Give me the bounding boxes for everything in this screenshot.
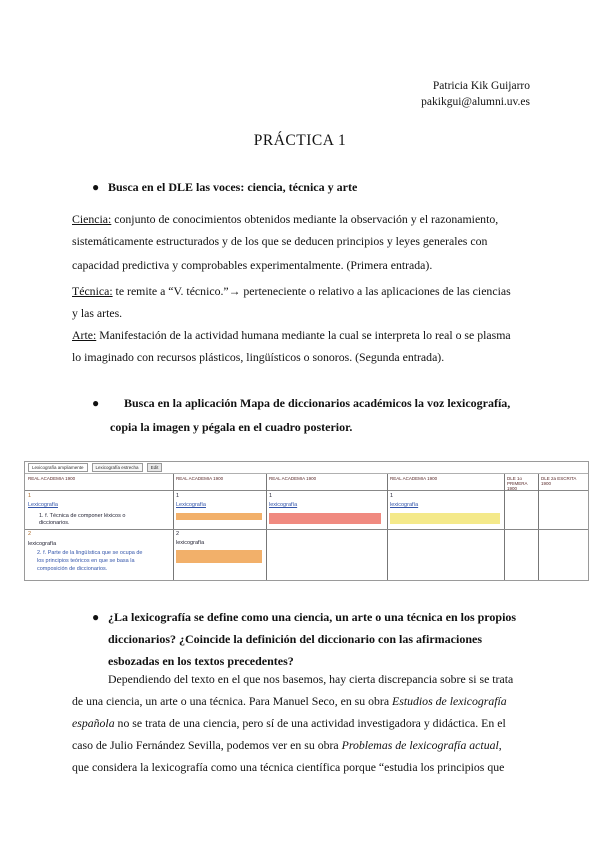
definition-ciencia [72, 208, 528, 276]
entry-number: 1 [176, 493, 180, 499]
answer-line: Dependiendo del texto en el que nos basemos, hay cierta discrepancia sobre si se trata [108, 672, 514, 686]
screenshot-tab: Edit [147, 463, 163, 472]
entry-definition: diccionarios. [39, 520, 70, 526]
entry-number: 2 [28, 531, 32, 537]
entry-word: lexicografía [28, 541, 57, 547]
tecnica-line: y las artes. [72, 306, 123, 320]
section2-heading-line: copia la imagen y pégala en el cuadro posterior. [110, 420, 353, 434]
screenshot-tab: Lexicografía ampliamente [28, 463, 88, 472]
highlighted-definition [269, 513, 381, 524]
entry-word: Lexicografía [176, 502, 206, 508]
dictionary-map-screenshot [24, 461, 589, 581]
author-name: Patricia Kik Guijarro [432, 80, 530, 92]
highlighted-definition [176, 513, 262, 520]
column-header: REAL ACADEMIA 1900 [176, 476, 224, 481]
tecnica-line: te remite a “V. técnico.”→ perteneciente o relativo a las aplicaciones de las ciencias [112, 284, 511, 298]
section3-question [92, 606, 538, 672]
arte-line: lo imaginado con recursos plásticos, lingüísticos o sonoros. (Segunda entrada). [72, 350, 445, 364]
column-header: REAL ACADEMIA 1900 [269, 476, 317, 481]
entry-word: lexicografía [176, 540, 205, 546]
author-email: pakikgui@alumni.uv.es [421, 96, 530, 108]
section1-heading [92, 177, 358, 198]
arte-line: Manifestación de la actividad humana mediante la cual se interpreta lo real o se plasma [96, 328, 511, 342]
entry-word: lexicografía [269, 502, 298, 508]
answer-text: caso de Julio Fernández Sevilla, podemos ver en su obra [72, 738, 342, 752]
book-title: Problemas de lexicografía actual [341, 738, 499, 752]
answer-line [72, 734, 534, 756]
question-line: esbozadas en los textos precedentes? [108, 654, 294, 668]
screenshot-row-divider [25, 529, 588, 530]
screenshot-tab: Lexicografía estrecha [92, 463, 143, 472]
entry-word: lexicografía [390, 502, 419, 508]
section2-heading [92, 393, 511, 438]
page-title: PRÁCTICA 1 [253, 132, 347, 149]
entry-word: Lexicografía [28, 502, 58, 508]
entry-number: 1 [28, 493, 32, 499]
screenshot-tabs [25, 462, 588, 474]
answer-text: , [498, 738, 502, 752]
entry-number: 1 [390, 493, 394, 499]
column-divider [266, 474, 267, 580]
question-line: ¿La lexicografía se define como una ciencia, un arte o una técnica en los propios [108, 610, 517, 624]
question-line: diccionarios? ¿Coincide la definición del diccionario con las afirmaciones [108, 632, 482, 646]
bullet-icon: ● [92, 396, 100, 410]
tecnica-label: Técnica: [72, 284, 113, 298]
answer-text: no se trata de una ciencia, pero sí de una actividad investigadora y didáctica. En el [114, 716, 506, 730]
ciencia-label: Ciencia: [72, 212, 112, 226]
arte-label: Arte: [72, 328, 97, 342]
column-divider [538, 474, 539, 580]
author-block [421, 78, 530, 110]
bullet-icon: ● [92, 610, 100, 624]
ciencia-line: sistemáticamente estructurados y de los que se deducen principios y leyes generales con [72, 234, 488, 248]
answer-paragraph [72, 668, 534, 778]
bullet-icon: ● [92, 180, 100, 194]
column-divider [504, 474, 505, 580]
entry-number: 2 [176, 531, 180, 537]
entry-definition: composición de diccionarios. [37, 566, 108, 572]
ciencia-line: capacidad predictiva y comprobables experimentalmente. (Primera entrada). [72, 258, 433, 272]
ciencia-line: conjunto de conocimientos obtenidos mediante la observación y el razonamiento, [111, 212, 499, 226]
entry-number: 1 [269, 493, 273, 499]
answer-line [72, 712, 534, 734]
entry-definition: 1. f. Técnica de componer léxicos o [39, 513, 126, 519]
book-title: española [72, 716, 115, 730]
column-header: DLE 1o PRIMERA 1900 [507, 476, 528, 491]
highlighted-definition [176, 550, 262, 563]
highlighted-definition [390, 513, 500, 524]
definition-tecnica [72, 280, 528, 324]
column-header: DLE 2a ESCRITA 1900 [541, 476, 577, 486]
entry-definition: los principios teóricos en que se basa la [37, 558, 135, 564]
column-divider [173, 474, 174, 580]
entry-definition: 2. f. Parte de la lingüística que se ocupa de [37, 550, 143, 556]
section1-heading-text: Busca en el DLE las voces: ciencia, técnica y arte [108, 180, 358, 194]
section2-heading-line: Busca en la aplicación Mapa de diccionarios académicos la voz lexicografía, [124, 396, 511, 410]
book-title: Estudios de lexicografía [392, 694, 507, 708]
column-divider [387, 474, 388, 580]
column-header: REAL ACADEMIA 1900 [28, 476, 76, 481]
answer-text: de una ciencia, un arte o una técnica. Para Manuel Seco, en su obra [72, 694, 393, 708]
definition-arte [72, 324, 528, 368]
answer-line [72, 690, 534, 712]
answer-line: que considera la lexicografía como una técnica científica porque “estudia los principios que [72, 760, 505, 774]
column-header: REAL ACADEMIA 1900 [390, 476, 438, 481]
